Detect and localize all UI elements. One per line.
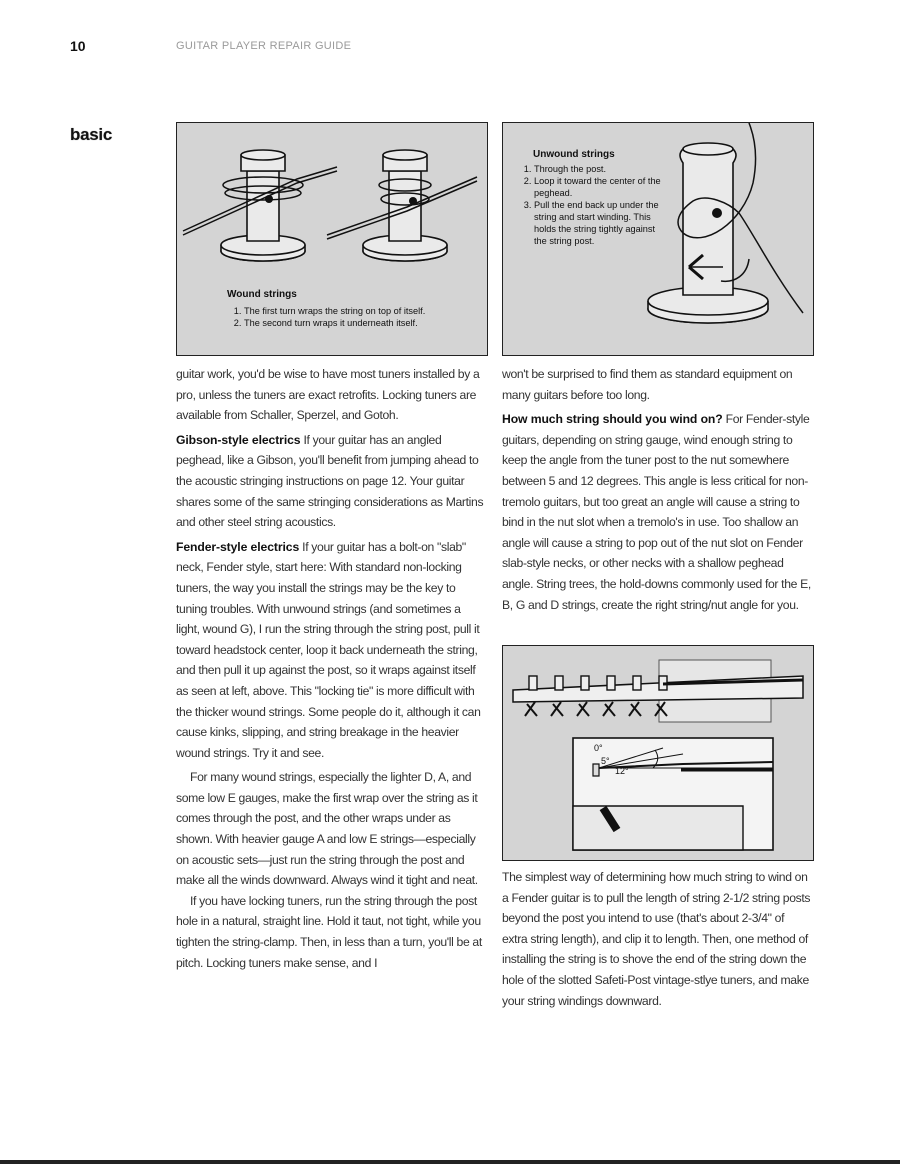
unwound-step: 1. Through the post. [534, 163, 670, 175]
fender-heading: Fender-style electrics [176, 539, 300, 554]
how-much-heading: How much string should you wind on? [502, 412, 723, 427]
wound-strings-steps [229, 305, 484, 329]
angle-label-12: 12° [615, 766, 629, 776]
paragraph: For many wound strings, especially the lighter D, A, and some low E gauges, make the first wrap over the string as it comes through the post, and the other wraps under as shown. With heavier gauge A and low E strings—especially on acoustic sets—just run the string through the post and make all the winds downward. Always wind it tight and neat. [176, 770, 478, 888]
gibson-text: If your guitar has an angled peghead, like a Gibson, you'll benefit from jumping ahead to the acoustic stringing instructions on page 12. Your guitar shares some of the same stringing considerations as Martins and other steel string acoustics. [176, 432, 484, 530]
gibson-heading: Gibson-style electrics [176, 432, 301, 447]
paragraph: won't be surprised to find them as standard equipment on many guitars before too long. [502, 367, 793, 402]
angle-label-5: 5° [601, 756, 610, 766]
wound-step: 1. The first turn wraps the string on top of itself. [244, 305, 484, 317]
right-column-top [502, 364, 812, 619]
wound-strings-title: Wound strings [227, 289, 297, 300]
fender-text: If your guitar has a bolt-on "slab" neck, Fender style, start here: With standard non-locking tuners, the way you install the strings may be the key to tuning troubles. With unwound strings (and sometimes a light, wound G), I run the string through the string post, pull it toward headstock center, loop it back underneath the string, and then pull it up against the post, so it wraps against itself as seen at left, above. This "locking tie" is more difficult with the thicker wound strings. Some people do it, although it can cause kinks, slipping, and string breakage in the heavier wound strings. Try it and see. [176, 539, 481, 760]
paragraph: guitar work, you'd be wise to have most tuners installed by a pro, unless the tuners are exact retrofits. Locking tuners are available from Schaller, Sperzel, and Gotoh. [176, 367, 480, 423]
level-tag: basic [70, 125, 112, 144]
nut-angle-figure [502, 645, 814, 861]
left-column [176, 364, 486, 973]
right-column-bottom [502, 867, 812, 1015]
nut-angle-illustration [503, 646, 813, 860]
wound-step: 2. The second turn wraps it underneath itself. [244, 317, 484, 329]
running-head: GUITAR PLAYER REPAIR GUIDE [176, 40, 352, 52]
paragraph: If you have locking tuners, run the string through the post hole in a natural, straight line. Hold it taut, not tight, while you tighten the string-clamp. Then, in less than a turn, you'll be at pitch. Locking tuners make sense, and I [176, 893, 482, 970]
page-bottom-rule [0, 1160, 900, 1164]
unwound-step: 3. Pull the end back up under the string and start winding. This holds the string tightly against the string post. [534, 199, 670, 247]
unwound-strings-figure [502, 122, 814, 356]
wound-strings-figure [176, 122, 488, 356]
unwound-step: 2. Loop it toward the center of the peghead. [534, 175, 670, 199]
page-number: 10 [70, 38, 86, 54]
unwound-strings-title: Unwound strings [533, 149, 615, 160]
angle-label-0: 0° [594, 743, 603, 753]
paragraph: The simplest way of determining how much string to wind on a Fender guitar is to pull the length of string 2-1/2 string posts beyond the post you intend to use (that's about 2-3/4" of extra string length), and clip it to length. Then, one method of installing the string is to shove the end of the string down the hole of the slotted Safeti-Post vintage-stlye tuners, and make your string windings downward. [502, 870, 811, 1008]
paragraph-fender [176, 537, 486, 764]
paragraph-gibson [176, 430, 486, 533]
unwound-strings-steps [519, 163, 670, 247]
paragraph-how-much [502, 409, 812, 615]
how-much-text: For Fender-style guitars, depending on string gauge, wind enough string to keep the angle from the tuner post to the nut somewhere between 5 and 12 degrees. This angle is less critical for non-tremolo guitars, but too great an angle will cause a string to bind in the nut slot when a tremolo's in use. Too shallow an angle will cause a string to pop out of the nut slot on Fender slab-style necks, or other necks with a shallow peghead angle. String trees, the hold-downs commonly used for the E, B, G and D strings, create the right string/nut angle for you. [502, 412, 811, 612]
